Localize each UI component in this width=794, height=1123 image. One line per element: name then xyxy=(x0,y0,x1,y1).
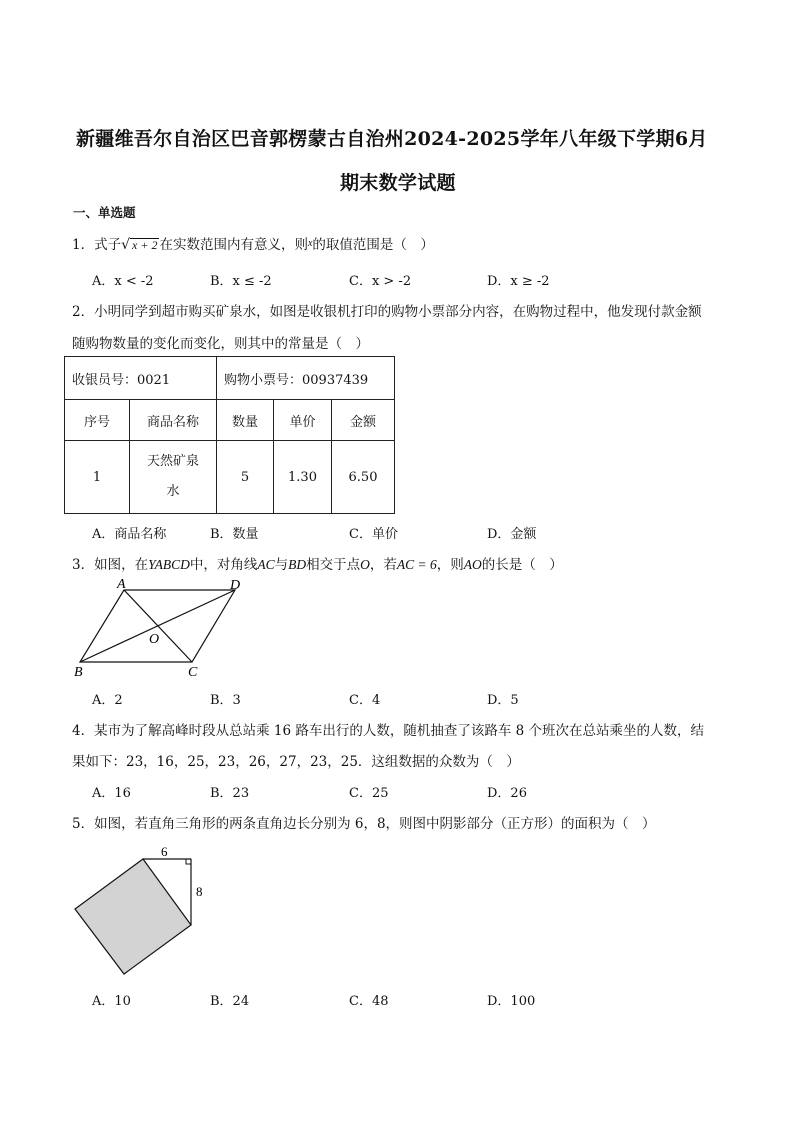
q3-text-e: 与 xyxy=(274,557,289,573)
q1-radicand: x + 2 xyxy=(132,238,158,252)
cell-product-name-line1: 天然矿泉 xyxy=(146,454,199,469)
question-3 xyxy=(72,553,563,573)
q3-option-c[interactable]: C．4 xyxy=(349,693,381,708)
q5-option-b[interactable]: B．24 xyxy=(210,994,250,1009)
vertex-d-label: D xyxy=(230,578,241,593)
q2-option-d[interactable]: D．金额 xyxy=(487,527,537,542)
q3-option-b[interactable]: B．3 xyxy=(210,693,241,708)
q2-option-b[interactable]: B．数量 xyxy=(210,527,259,542)
q3-bd: BD xyxy=(288,557,307,572)
q4-option-b[interactable]: B．23 xyxy=(210,786,250,801)
cell-unit-price: 1.30 xyxy=(274,441,332,514)
receipt-cashier: 收银员号：0021 xyxy=(65,357,217,400)
q1-option-b[interactable]: B．x ≤ -2 xyxy=(210,274,272,289)
q1-suffix: 的取值范围是（ ） xyxy=(312,237,434,253)
q3-text-m: 的长是（ ） xyxy=(481,557,563,573)
header-index: 序号 xyxy=(65,400,130,441)
vertex-a-label: A xyxy=(117,577,126,592)
q3-ac: AC xyxy=(257,557,275,572)
header-unit-price: 单价 xyxy=(274,400,332,441)
page-title-line2: 期末数学试题 xyxy=(340,172,456,194)
cell-amount: 6.50 xyxy=(332,441,395,514)
q1-option-d[interactable]: D．x ≥ -2 xyxy=(487,274,550,289)
q4-option-d[interactable]: D．26 xyxy=(487,786,527,801)
section-heading: 一、单选题 xyxy=(73,205,136,220)
q1-option-a[interactable]: A．x < -2 xyxy=(92,274,154,289)
q4-option-c[interactable]: C．25 xyxy=(349,786,389,801)
receipt-ticket-number: 购物小票号：00937439 xyxy=(217,357,395,400)
q5-option-a[interactable]: A．10 xyxy=(92,994,131,1009)
header-quantity: 数量 xyxy=(217,400,274,441)
q1-option-c[interactable]: C．x > -2 xyxy=(349,274,412,289)
cell-product-name-line2: 水 xyxy=(166,484,180,499)
question-4-line2: 果如下：23，16，25，23，26，27，23，25．这组数据的众数为（ ） xyxy=(72,754,520,770)
q1-var: x xyxy=(307,238,313,249)
right-triangle-square-figure xyxy=(70,840,210,980)
question-4-line1: 4．某市为了解高峰时段从总站乘 16 路车出行的人数，随机抽查了该路车 8 个班次在总站乘坐的人数，结 xyxy=(72,723,705,739)
q3-o: O xyxy=(360,557,370,572)
page-title-line1: 新疆维吾尔自治区巴音郭楞蒙古自治州2024-2025学年八年级下学期6月 xyxy=(76,128,708,150)
receipt-table xyxy=(64,356,395,514)
cell-product-name xyxy=(130,441,217,514)
right-angle-marker-icon xyxy=(186,859,191,864)
shaded-square xyxy=(75,859,191,974)
q3-text-i: ，若 xyxy=(369,557,397,573)
q3-text-a: 3．如图，在 xyxy=(72,557,149,573)
q5-option-c[interactable]: C．48 xyxy=(349,994,389,1009)
header-product-name: 商品名称 xyxy=(130,400,217,441)
cell-index: 1 xyxy=(65,441,130,514)
q3-parallelogram-name: YABCD xyxy=(148,557,190,572)
q3-ao: AO xyxy=(463,557,482,572)
q3-ac-value: AC = 6 xyxy=(396,557,437,572)
q2-option-a[interactable]: A．商品名称 xyxy=(92,527,167,542)
center-o-label: O xyxy=(149,632,160,647)
q3-option-d[interactable]: D．5 xyxy=(487,693,519,708)
q3-option-a[interactable]: A．2 xyxy=(92,693,123,708)
q3-text-k: ，则 xyxy=(436,557,464,573)
q3-text-c: 中，对角线 xyxy=(189,557,258,573)
q5-option-d[interactable]: D．100 xyxy=(487,994,536,1009)
vertex-b-label: B xyxy=(74,665,83,680)
q2-option-c[interactable]: C．单价 xyxy=(349,527,398,542)
sqrt-icon: √ xyxy=(121,237,131,253)
question-2-line2: 随购物数量的变化而变化，则其中的常量是（ ） xyxy=(72,336,369,352)
q3-text-g: 相交于点 xyxy=(306,557,361,573)
q1-prefix: 1．式子 xyxy=(72,237,122,253)
q1-mid: 在实数范围内有意义，则 xyxy=(159,237,308,253)
diagonal-bd xyxy=(80,590,235,662)
leg-8-label: 8 xyxy=(196,884,203,899)
parallelogram-figure xyxy=(70,576,250,680)
question-2-line1: 2．小明同学到超市购买矿泉水，如图是收银机打印的购物小票部分内容，在购物过程中，他发现付款金额 xyxy=(72,304,702,320)
cell-quantity: 5 xyxy=(217,441,274,514)
question-1 xyxy=(72,233,434,253)
vertex-c-label: C xyxy=(188,665,198,680)
question-5: 5．如图，若直角三角形的两条直角边长分别为 6，8，则图中阴影部分（正方形）的面积为（ ） xyxy=(72,816,656,832)
leg-6-label: 6 xyxy=(161,844,168,859)
q4-option-a[interactable]: A．16 xyxy=(92,786,131,801)
header-amount: 金额 xyxy=(332,400,395,441)
